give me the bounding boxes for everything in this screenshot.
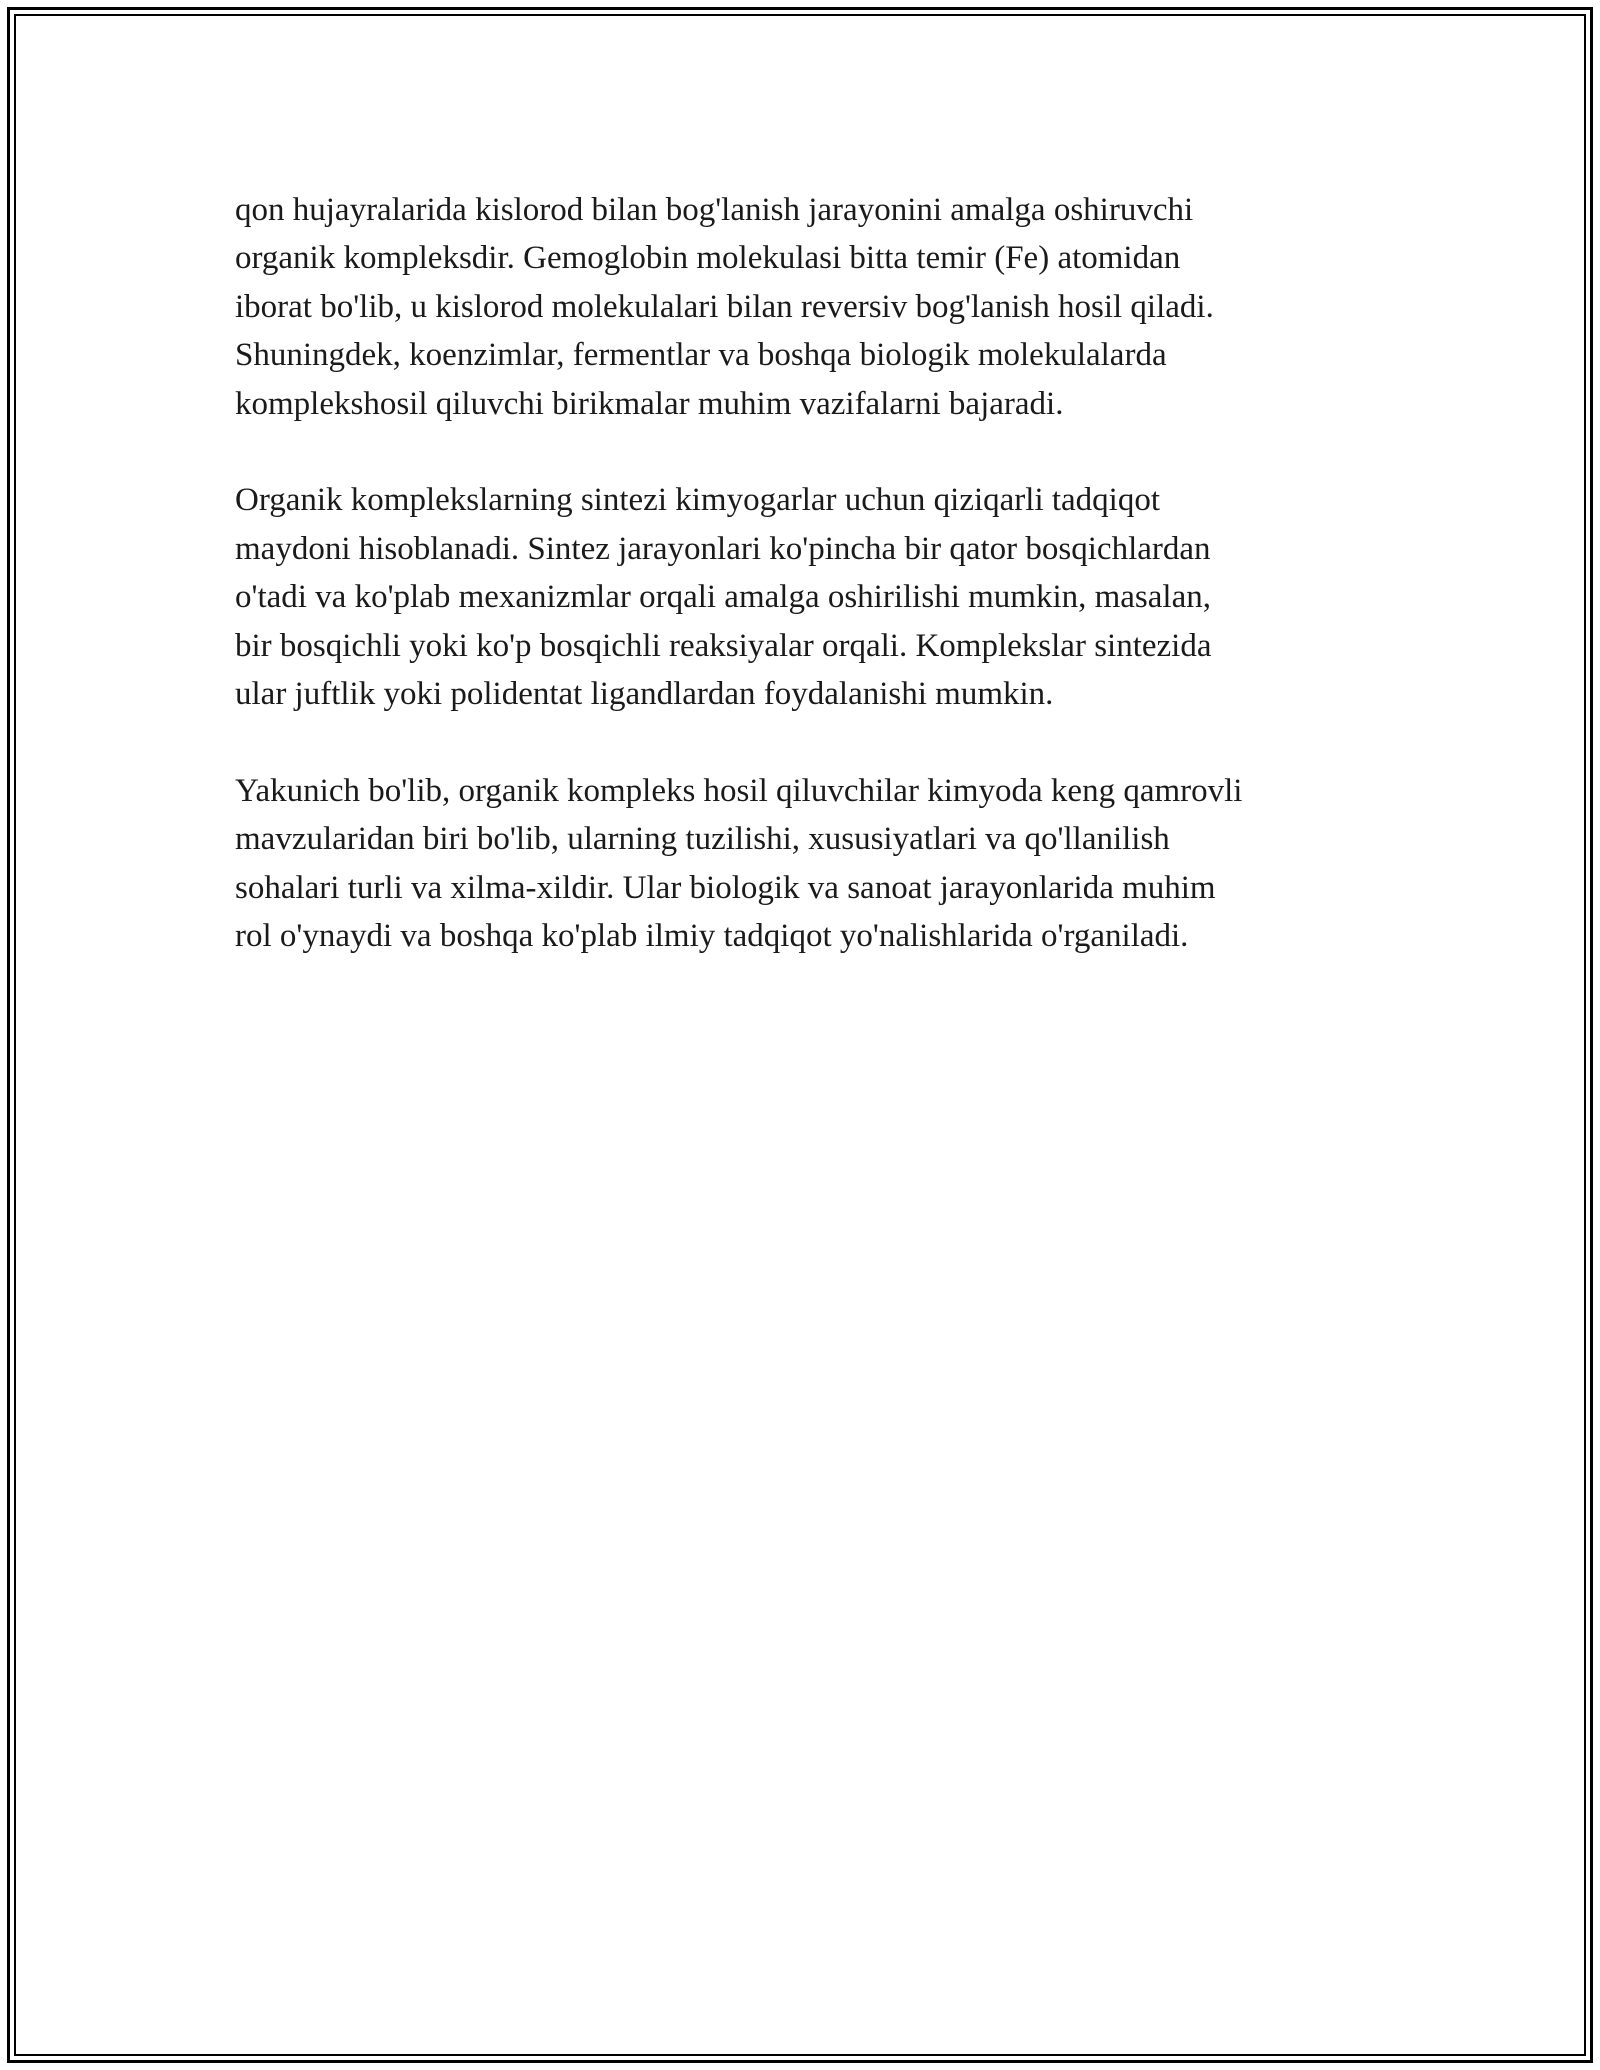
text-line: komplekshosil qiluvchi birikmalar muhim vazifalarni bajaradi. <box>235 385 1064 422</box>
document-body <box>235 186 1385 1009</box>
text-line: ular juftlik yoki polidentat ligandlardan foydalanishi mumkin. <box>235 676 1054 713</box>
text-line: sohalari turli va xilma-xildir. Ular biologik va sanoat jarayonlarida muhim <box>235 869 1216 906</box>
text-line: rol o'ynaydi va boshqa ko'plab ilmiy tadqiqot yo'nalishlarida o'rganiladi. <box>235 918 1189 955</box>
text-line: organik kompleksdir. Gemoglobin molekulasi bitta temir (Fe) atomidan <box>235 240 1181 277</box>
text-line: o'tadi va ko'plab mexanizmlar orqali amalga oshirilishi mumkin, masalan, <box>235 579 1211 616</box>
text-line: Shuningdek, koenzimlar, fermentlar va boshqa biologik molekulalarda <box>235 337 1167 374</box>
text-line: Yakunich bo'lib, organik kompleks hosil qiluvchilar kimyoda keng qamrovli <box>235 772 1243 809</box>
paragraph-conclusion <box>235 767 1385 961</box>
text-line: maydoni hisoblanadi. Sintez jarayonlari ko'pincha bir qator bosqichlardan <box>235 530 1211 567</box>
paragraph-synthesis <box>235 476 1385 718</box>
text-line: iborat bo'lib, u kislorod molekulalari bilan reversiv bog'lanish hosil qiladi. <box>235 288 1214 325</box>
text-line: bir bosqichli yoki ko'p bosqichli reaksiyalar orqali. Komplekslar sintezida <box>235 627 1212 664</box>
text-line: qon hujayralarida kislorod bilan bog'lanish jarayonini amalga oshiruvchi <box>235 192 1194 228</box>
text-line: mavzularidan biri bo'lib, ularning tuzilishi, xususiyatlari va qo'llanilish <box>235 821 1170 858</box>
text-line: Organik komplekslarning sintezi kimyogarlar uchun qiziqarli tadqiqot <box>235 482 1161 519</box>
paragraph-hemoglobin <box>235 186 1385 428</box>
